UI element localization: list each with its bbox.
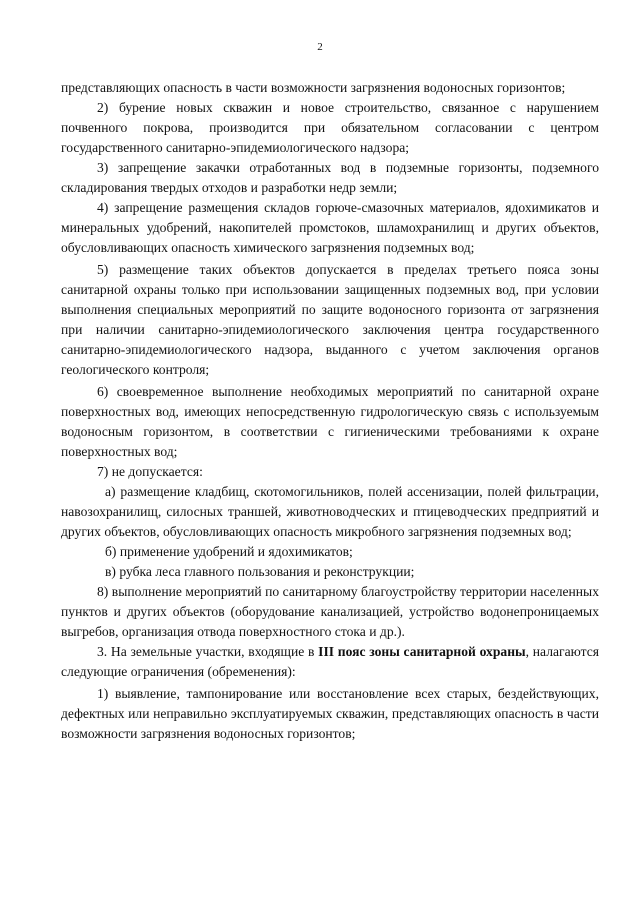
paragraph-item-5: 5) размещение таких объектов допускается в пределах третьего пояса зоны санитарной охраны только при использовании защищенных подземных вод, при условии выполнения специальных мероприятий по защите водоносного горизонта от загрязнения при наличии санитарно-эпидемиологического заключения центра государственного санитарно-эпидемиологического надзора, выданного с учетом заключения органов геологического контроля;: [61, 262, 599, 377]
paragraph-section-3: [61, 642, 599, 682]
paragraph-item-8: 8) выполнение мероприятий по санитарному благоустройству территории населенных пунктов и других объектов (оборудование канализацией, устройство водонепроницаемых выгребов, организация отвода поверхностного стока и др.).: [61, 584, 599, 639]
section-3-lead: 3. На земельные участки, входящие в: [97, 644, 315, 659]
paragraph-item-7: 7) не допускается:: [97, 464, 203, 479]
paragraph-item-4: 4) запрещение размещения складов горюче-смазочных материалов, ядохимикатов и минеральных удобрений, накопителей промстоков, шламохранилищ и других объектов, обусловливающих опасность химического загрязнения подземных вод;: [61, 200, 599, 255]
paragraph-item-6: 6) своевременное выполнение необходимых мероприятий по санитарной охране поверхностных вод, имеющих непосредственную гидрологическую связь с используемым водоносным горизонтом, в соответствии с гигиеническими требованиями к охране поверхностных вод;: [61, 384, 599, 459]
document-body: [61, 78, 599, 744]
paragraph-item-3: 3) запрещение закачки отработанных вод в подземные горизонты, подземного складирования твердых отходов и разработки недр земли;: [61, 160, 599, 195]
paragraph-item-7a: а) размещение кладбищ, скотомогильников, полей ассенизации, полей фильтрации, навозохранилищ, силосных траншей, животноводческих и птицеводческих предприятий и других объектов, обусловливающих опасность микробного загрязнения подземных вод;: [61, 484, 599, 539]
section-3-tail: , налагаются следующие ограничения (обременения):: [61, 644, 599, 679]
paragraph-item-2: 2) бурение новых скважин и новое строительство, связанное с нарушением почвенного покрова, производится при обязательном согласовании с центром государственного санитарно-эпидемиологического надзора;: [61, 100, 599, 155]
paragraph-item-7c: в) рубка леса главного пользования и реконструкции;: [105, 564, 415, 579]
page-number: 2: [317, 41, 323, 53]
paragraph-item-7b: б) применение удобрений и ядохимикатов;: [105, 544, 353, 559]
paragraph-section-3-item-1: 1) выявление, тампонирование или восстановление всех старых, бездействующих, дефектных или неправильно эксплуатируемых скважин, представляющих опасность в части возможности загрязнения водоносных горизонтов;: [61, 686, 599, 741]
paragraph-continuation: представляющих опасность в части возможности загрязнения водоносных горизонтов;: [61, 80, 566, 95]
section-3-bold-zone: III пояс зоны санитарной охраны: [318, 644, 526, 659]
